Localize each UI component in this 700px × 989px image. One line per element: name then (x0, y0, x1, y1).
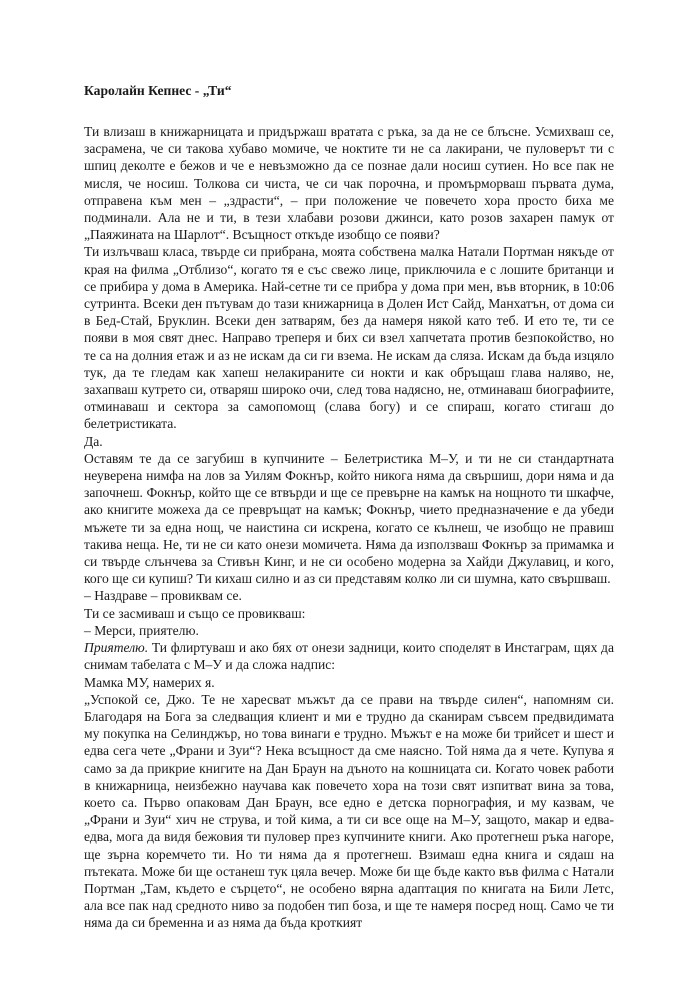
dialogue-line-1: – Наздраве – провиквам се. (84, 588, 242, 604)
paragraph-10: „Успокой се, Джо. Те не харесват мъжът да се прави на твърде силен“, напомням си. Благодаря на Бога за следващия клиент и ми е трудно да сканирам съвсем предвидимата му покупка на Селинджър, но това винаги е трудно. Мъжът е на може би трийсет и шест и едва сега чете „Франи и Зуи“? Нека всъщност да сме наясно. Той няма да я чете. Купува я само за да прикрие книгите на Дан Браун на дъното на кошницата си. Когато човек работи в книжарница, неизбежно научава как повечето хора на този свят изпитват вина за това, което са. Първо опаковам Дан Браун, все едно е детска порнография, и му казвам, че „Франи и Зуи“ хич не струва, и той кима, а ти си все още на М–У, защото, макар и едва-едва, мога да видя бежовия ти пуловер през купчините книги. Ако протегнеш ръка нагоре, ще зърна коремчето ти. Но ти няма да я протегнеш. Взимаш една книга и сядаш на пътеката. Може би ще останеш тук цяла вечер. Може би ще бъде както във филма с Натали Портман „Там, където е сърцето“, не особено вярна адаптация по книгата на Били Летс, ала все пак над средното ниво за подобен тип боза, и ще те намеря посред нощ. Само че ти няма да си бременна и аз няма да бъда кроткият (84, 691, 614, 931)
paragraph-8 (84, 639, 614, 673)
paragraph-1: Ти влизаш в книжарницата и придържаш вратата с ръка, за да не се блъсне. Усмихваш се, засрамена, че си такова хубаво момиче, че ноктите ти не са лакирани, че пуловерът ти с шпиц деколте е бежов и че е невъзможно да се познае дали носиш сутиен. Но все пак не мисля, че носиш. Толкова си чиста, че си чак порочна, и промърморваш първата дума, отправена към мен – „здрасти“, – при положение че повечето хора просто биха ме подминали. Ала не и ти, в тези хлабави розови джинси, като розов захарен памук от „Паяжината на Шарлот“. Всъщност откъде изобщо се появи? (84, 124, 614, 243)
italic-word: Приятелю. (84, 640, 149, 656)
paragraph-8-text: Ти флиртуваш и ако бях от онези задници, които споделят в Инстаграм, щях да снимам табелата с М–У и да сложа надпис: (84, 640, 614, 673)
document-page (84, 82, 614, 932)
paragraph-3: Да. (84, 433, 103, 449)
paragraph-2: Ти излъчваш класа, твърде си прибрана, моята собствена малка Натали Портман някъде от края на филма „Отблизо“, когато тя е със свежо лице, приключила е с лошите британци и се прибира у дома в Америка. Най-сетне ти се прибра у дома при мен, във вторник, в 10:06 сутринта. Всеки ден пътувам до тази книжарница в Долен Ист Сайд, Манхатън, от дома си в Бед-Стай, Бруклин. Всеки ден затварям, без да намеря някой като теб. И ето те, ти се появи в моя свят днес. Направо треперя и бих си взел хапчетата против безпокойство, но те са на долния етаж и аз не искам да си ги вземa. Не искам да сляза. Искам да бъда изцяло тук, да те гледам как хапеш нелакираните си нокти и как обръщаш глава наляво, не, захапваш кутрето си, отваряш широко очи, след това надясно, не, отминаваш биографиите, отминаваш и сектора за самопомощ (слава богу) и се спираш, когато стигаш до белетристиката. (84, 244, 614, 432)
dialogue-line-2: – Мерси, приятелю. (84, 622, 199, 638)
paragraph-6: Ти се засмиваш и също се провикваш: (84, 605, 306, 621)
paragraph-4: Оставям те да се загубиш в купчините – Белетристика М–У, и ти не си стандартната неуверена нимфа на лов за Уилям Фокнър, който никога няма да свършиш, дори няма и да започнеш. Фокнър, който ще се втвърди и ще се превърне на камък на нощното ти шкафче, ако книгите можеха да се превръщат на камък; Фокнър, чието предназначение е да убеди мъжете ти за една нощ, че наистина си искрена, когато се кълнеш, че изобщо не правиш такива неща. Не, ти не си като онези момичета. Няма да използваш Фокнър за примамка и си твърде слънчева за Стивън Кинг, и не си особено модерна за Хайди Джулавиц, и кого, кого ще си купиш? Ти кихаш силно и аз си представям колко ли си шумна, като свършваш. (84, 450, 614, 587)
paragraph-9: Мамка МУ, намерих я. (84, 674, 215, 690)
document-title: Каролайн Кепнес - „Ти“ (84, 83, 232, 98)
